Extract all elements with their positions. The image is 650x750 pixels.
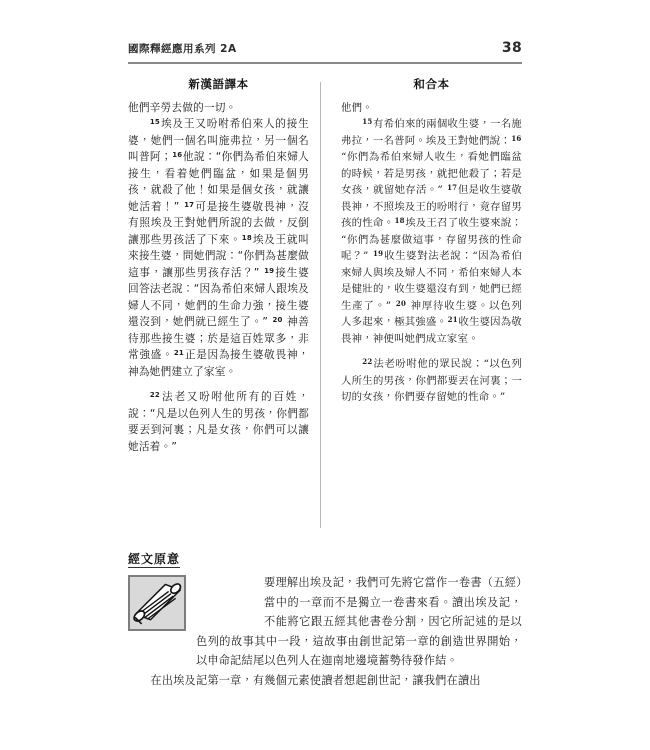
section-heading: 經文原意 [128,552,181,566]
verse-paragraph: $^{22}$法老吩咐他的眾民說：“以色列人所生的男孩，你們都要丟在河裏；一切的女孩，你們要存留她的性命。” [341,357,522,404]
section-body [128,573,522,690]
verse-paragraph: $^{15}$埃及王又吩咐希伯來人的接生婆，她們一個名叫施弗拉，另一個名叫普阿；$^{16}$他說：“你們為希伯來婦人接生，看着她們臨盆，如果是個男孩，就殺了他！如果是個女孩，就讓她活着！” $^{17}$可是接生婆敬畏神，沒有照埃及王對她們所說的去做，反倒讓那些男孩活了下來。$^{18}$埃及王就叫來接生婆，問她們說：“你們為甚麼做這事，讓那些男孩存活？” $^{19}$接生婆回答法老說：“因為希伯來婦人跟埃及婦人不同，她們的生命力強，接生婆還沒到，她們就已經生了。” $^{20}$ 神善待那些接生婆；於是這百姓眾多，非常強盛。$^{21}$正是因為接生婆敬畏神，神為她們建立了家室。 [128,117,310,378]
commentary-paragraph: 要理解出埃及記，我們可先將它當作一卷書（五經）當中的一章而不是獨立一卷書來看。讀出埃及記，不能將它跟五經其他書卷分割，因它所記述的是以色列的故事其中一段，這故事由創世記第一章的創造世界開始，以申命記結尾以色列人在迦南地邊境蓄勢待發作結。 [196,573,522,671]
verse-paragraph: $^{15}$有希伯來的兩個收生婆，一名施弗拉，一名普阿。埃及王對她們說：$^{16}$ “你們為希伯來婦人收生，看她們臨盆的時候，若是男孩，就把他殺了；若是女孩，就留她存活。” $^{17}$但是收生婆敬畏神，不照埃及王的吩咐行，竟存留男孩的性命。$^{18}$埃及王召了收生婆來說：“你們為甚麼做這事，存留男孩的性命呢？” $^{19}$收生婆對法老說：“因為希伯來婦人與埃及婦人不同，希伯來婦人本是健壯的，收生婆還沒有到，她們已經生產了。” $^{20}$ 神厚待收生婆。以色列人多起來，極其強盛。$^{21}$收生婆因為敬畏神，神便叫她們成立家室。 [341,117,523,345]
commentary-section [128,548,522,690]
parallel-translations [128,78,522,528]
commentary-paragraph: 在出埃及記第一章，有幾個元素使讀者想起創世記，讓我們在讀出 [150,673,481,687]
scroll-icon [128,575,186,631]
header-rule [128,62,522,64]
column-heading-right: 和合本 [413,77,450,91]
icon-text-spacer [196,573,264,632]
translation-column-new-chinese [128,78,309,455]
column-divider [320,82,321,528]
verse-paragraph: 他們。 [341,101,373,114]
verse-paragraph: 他們辛勞去做的一切。 [128,100,237,114]
verse-paragraph: $^{22}$法老又吩咐他所有的百姓，說：“凡是以色列人生的男孩，你們都要丟到河裏；凡是女孩，你們可以讓她活着。” [128,390,309,453]
page-number: 38 [501,40,522,56]
column-heading-left: 新漢語譯本 [188,77,249,91]
series-title: 國際釋經應用系列 2A [128,43,237,55]
running-head [128,40,522,56]
translation-column-union-version [341,78,522,406]
